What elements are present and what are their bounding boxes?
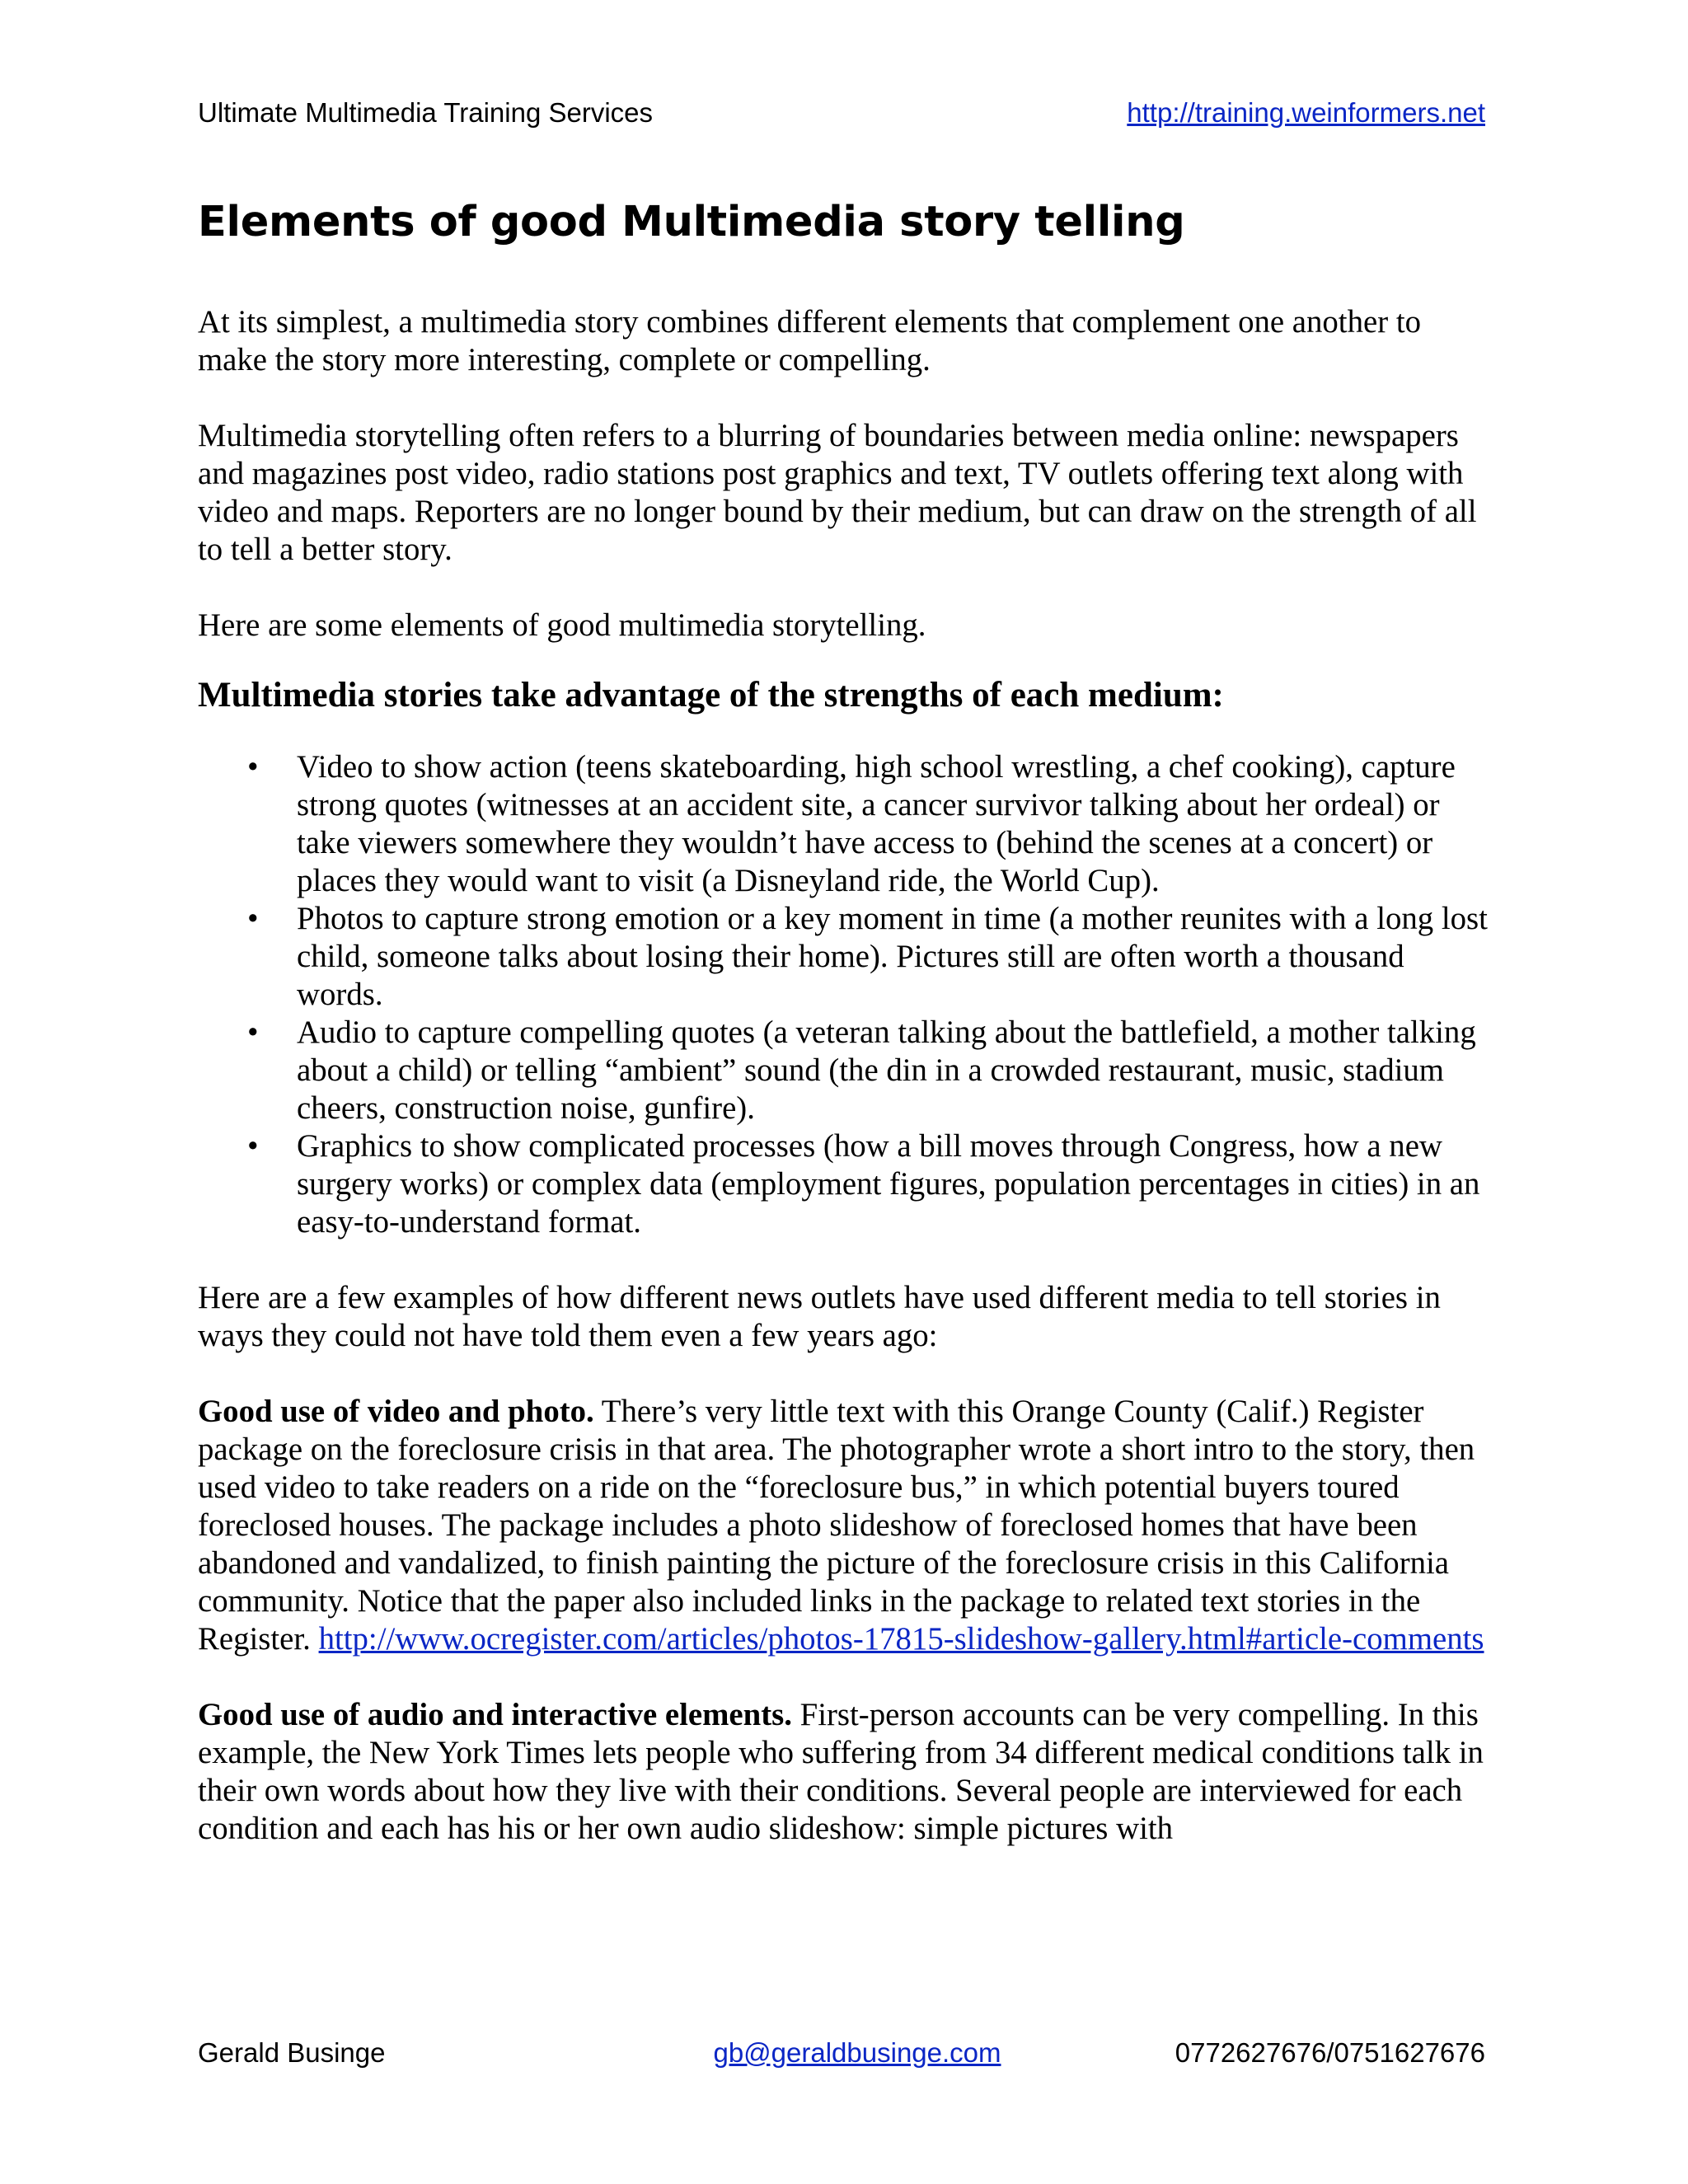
- example-audio-interactive-text: First-person accounts can be very compelling. In this example, the New York Times lets people who suffering from 34 different medical conditions talk in their own words about how they live with their conditions. Several people are interviewed for each condition and each has his or her own audio slideshow: simple pictures with: [198, 1697, 1484, 1846]
- list-item-text: Graphics to show complicated processes (how a bill moves through Congress, how a new surgery works) or complex data (employment figures, population percentages in cities) in an easy-to-understand format.: [297, 1128, 1480, 1240]
- example-audio-interactive-paragraph: [198, 1696, 1489, 1848]
- list-item: [198, 748, 1489, 900]
- intro-paragraph-3: Here are some elements of good multimedia storytelling.: [198, 607, 926, 643]
- example-audio-interactive-lead: Good use of audio and interactive elements.: [198, 1697, 792, 1732]
- list-item-text: Video to show action (teens skateboarding, high school wrestling, a chef cooking), capture strong quotes (witnesses at an accident site, a cancer survivor talking about her ordeal) or take viewers somewhere they wouldn’t have access to (behind the scenes at a concert) or places they would want to visit (a Disneyland ride, the World Cup).: [297, 749, 1456, 898]
- list-item-text: Audio to capture compelling quotes (a veteran talking about the battlefield, a mother talking about a child) or telling “ambient” sound (the din in a crowded restaurant, music, stadium cheers, construction noise, gunfire).: [297, 1015, 1476, 1126]
- footer-author-name: Gerald Businge: [198, 2037, 386, 2068]
- page-header: [198, 97, 1485, 138]
- ocregister-link[interactable]: http://www.ocregister.com/articles/photos-17815-slideshow-gallery.html#article-comments: [318, 1621, 1484, 1657]
- examples-intro-paragraph: Here are a few examples of how different news outlets have used different media to tell stories in ways they could not have told them even a few years ago:: [198, 1280, 1441, 1353]
- media-strengths-list: [198, 748, 1489, 1241]
- example-video-photo-text: There’s very little text with this Orange County (Calif.) Register package on the foreclosure crisis in that area. The photographer wrote a short intro to the story, then used video to take readers on a ride on the “foreclosure bus,” in which potential buyers toured foreclosed houses. The package includes a photo slideshow of foreclosed homes that have been abandoned and vandalized, to finish painting the picture of the foreclosure crisis in this California community. Notice that the paper also included links in the package to related text stories in the Register.: [198, 1394, 1475, 1657]
- document-body: [198, 303, 1489, 1848]
- bullet-icon: •: [247, 749, 259, 785]
- footer-email-link[interactable]: gb@geraldbusinge.com: [713, 2037, 1001, 2068]
- section-heading: Multimedia stories take advantage of the strengths of each medium:: [198, 676, 1224, 715]
- bullet-icon: •: [247, 1128, 259, 1164]
- example-video-photo-paragraph: [198, 1393, 1489, 1658]
- intro-paragraph-2: Multimedia storytelling often refers to a blurring of boundaries between media online: newspapers and magazines post video, radio stations post graphics and text, TV outlets offering text along with video and maps. Reporters are no longer bound by their medium, but can draw on the strength of all to tell a better story.: [198, 418, 1477, 567]
- header-url-link[interactable]: http://training.weinformers.net: [1127, 97, 1485, 128]
- intro-paragraph-1: At its simplest, a multimedia story combines different elements that complement one another to make the story more interesting, complete or compelling.: [198, 304, 1421, 377]
- document-title: Elements of good Multimedia story telling: [198, 198, 1185, 246]
- bullet-icon: •: [247, 901, 259, 936]
- list-item: [198, 1127, 1489, 1241]
- list-item: [198, 1014, 1489, 1127]
- footer-phone: 0772627676/0751627676: [1175, 2037, 1485, 2068]
- page-footer: [198, 2037, 1485, 2079]
- list-item-text: Photos to capture strong emotion or a key moment in time (a mother reunites with a long lost child, someone talks about losing their home). Pictures still are often worth a thousand words.: [297, 901, 1488, 1012]
- example-video-photo-lead: Good use of video and photo.: [198, 1394, 594, 1429]
- header-organization: Ultimate Multimedia Training Services: [198, 97, 654, 128]
- bullet-icon: •: [247, 1015, 259, 1050]
- list-item: [198, 900, 1489, 1014]
